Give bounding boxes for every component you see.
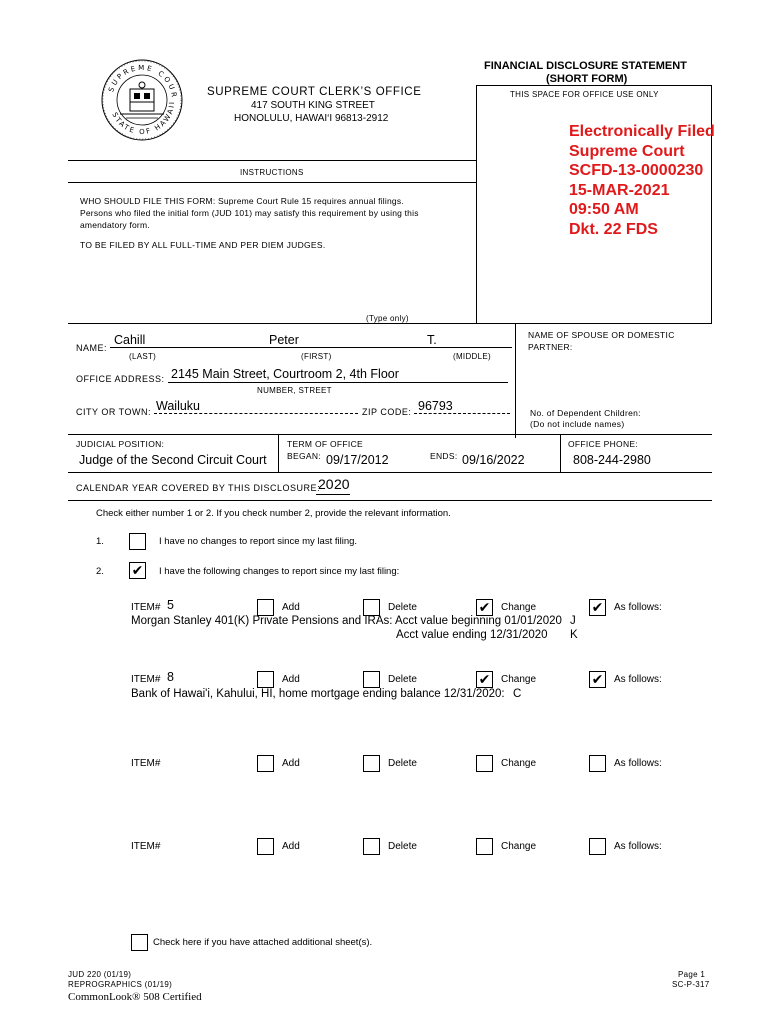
judicial-position-label: JUDICIAL POSITION: [76, 439, 165, 449]
item-2-delete-label: Delete [388, 674, 417, 685]
item-1-delete-label: Delete [388, 602, 417, 613]
office-name: SUPREME COURT CLERK’S OFFICE [207, 86, 422, 98]
item-2-follows-checkbox[interactable] [589, 671, 606, 688]
item-2-number[interactable]: 8 [167, 670, 174, 684]
calendar-year-prefix: 20 [318, 476, 334, 492]
item-1-detail-code-2[interactable]: K [570, 629, 578, 641]
item-2-change-label: Change [501, 674, 537, 685]
city-underline [154, 413, 358, 414]
item-1-change-checkbox[interactable] [476, 599, 493, 616]
office-use-left-border [476, 85, 477, 324]
check-mark-icon: ✔ [478, 671, 491, 688]
item-2-add-label: Add [282, 674, 300, 685]
office-phone-field[interactable]: 808-244-2980 [573, 453, 651, 467]
additional-sheets-checkbox[interactable] [131, 934, 148, 951]
middle-initial-field[interactable]: T. [427, 333, 437, 347]
check-mark-icon: ✔ [478, 599, 491, 616]
middle-label: (MIDDLE) [453, 352, 491, 361]
item-1-add-checkbox[interactable] [257, 599, 274, 616]
began-field[interactable]: 09/17/2012 [326, 453, 389, 467]
item-3-change-checkbox[interactable] [476, 755, 493, 772]
item-3-label: ITEM# [131, 758, 161, 769]
last-label: (LAST) [129, 352, 157, 361]
zip-label: ZIP CODE: [362, 407, 412, 417]
item-1-follows-label: As follows: [614, 602, 662, 613]
item-1-add-label: Add [282, 602, 300, 613]
dependents-label-1: No. of Dependent Children: [530, 408, 641, 418]
type-only-line [68, 323, 712, 324]
zip-underline [414, 413, 510, 414]
position-divider-2 [560, 434, 561, 472]
item-1-delete-checkbox[interactable] [363, 599, 380, 616]
instructions-heading: INSTRUCTIONS [240, 168, 304, 177]
footer-reprographics: REPROGRAPHICS (01/19) [68, 980, 173, 989]
option-2-text: I have the following changes to report since my last filing: [159, 566, 400, 577]
item-3-delete-label: Delete [388, 758, 417, 769]
option-1-checkbox[interactable] [129, 533, 146, 550]
item-4-change-label: Change [501, 841, 537, 852]
item-3-add-checkbox[interactable] [257, 755, 274, 772]
instructions-top-line [68, 160, 476, 161]
name-underline [110, 347, 512, 348]
spouse-label-1: NAME OF SPOUSE OR DOMESTIC [528, 330, 675, 340]
item-2-add-checkbox[interactable] [257, 671, 274, 688]
zip-field[interactable]: 96793 [418, 399, 453, 413]
option-2-number: 2. [96, 566, 104, 577]
svg-text:SUPREME COURT: SUPREME COUR [107, 63, 179, 100]
office-address-underline [168, 382, 508, 383]
court-seal [100, 58, 184, 142]
stamp-line-5: 09:50 AM [569, 201, 639, 218]
ends-field[interactable]: 09/16/2022 [462, 453, 525, 467]
item-2-detail-line-1[interactable]: Bank of Hawai'i, Kahului, HI, home mortgage ending balance 12/31/2020: [131, 688, 505, 700]
item-3-delete-checkbox[interactable] [363, 755, 380, 772]
check-mark-icon: ✔ [591, 599, 604, 616]
item-4-follows-label: As follows: [614, 841, 662, 852]
item-2-detail-code-1[interactable]: C [513, 688, 522, 700]
stamp-line-3: SCFD-13-0000230 [569, 162, 704, 179]
stamp-line-6: Dkt. 22 FDS [569, 220, 658, 238]
spouse-label-2: PARTNER: [528, 342, 573, 352]
item-3-follows-checkbox[interactable] [589, 755, 606, 772]
office-address-1: 417 SOUTH KING STREET [251, 100, 375, 111]
instructions-paragraph [80, 195, 419, 231]
footer-page: Page 1 [678, 970, 706, 979]
ends-label: ENDS: [430, 451, 458, 461]
item-3-add-label: Add [282, 758, 300, 769]
check-instruction: Check either number 1 or 2. If you check number 2, provide the relevant information. [96, 508, 451, 519]
term-label: TERM OF OFFICE [287, 439, 363, 449]
judicial-position-field[interactable]: Judge of the Second Circuit Court [79, 453, 267, 467]
instructions-line-2: Persons who filed the initial form (JUD 101) may satisfy this requirement by using this [80, 208, 419, 218]
svg-text:STATE OF HAWAII: STATE OF HAWAII [110, 99, 177, 137]
item-2-label: ITEM# [131, 674, 161, 685]
dependents-label-2: (Do not include names) [530, 419, 625, 429]
form-title: FINANCIAL DISCLOSURE STATEMENT [484, 60, 687, 72]
office-address-label: OFFICE ADDRESS: [76, 374, 165, 384]
item-4-add-label: Add [282, 841, 300, 852]
item-2-change-checkbox[interactable] [476, 671, 493, 688]
office-address-2: HONOLULU, HAWAI‘I 96813-2912 [234, 113, 389, 124]
item-1-detail-line-1[interactable]: Morgan Stanley 401(K) Private Pensions and IRAs: Acct value beginning 01/01/2020 [131, 615, 562, 627]
footer-certified: CommonLook® 508 Certified [68, 991, 202, 1003]
calendar-year-underline [316, 494, 350, 495]
item-2-follows-label: As follows: [614, 674, 662, 685]
item-4-label: ITEM# [131, 841, 161, 852]
office-use-top-line [476, 85, 712, 86]
city-label: CITY OR TOWN: [76, 407, 152, 417]
item-4-change-checkbox[interactable] [476, 838, 493, 855]
item-4-follows-checkbox[interactable] [589, 838, 606, 855]
calendar-year-label: CALENDAR YEAR COVERED BY THIS DISCLOSURE: [76, 483, 321, 493]
number-street-label: NUMBER, STREET [257, 386, 332, 395]
item-1-detail-line-2[interactable]: Acct value ending 12/31/2020 [396, 629, 548, 641]
stamp-line-4: 15-MAR-2021 [569, 181, 670, 199]
type-only-label: (Type only) [366, 314, 409, 323]
option-1-text: I have no changes to report since my last filing. [159, 536, 358, 547]
item-4-delete-label: Delete [388, 841, 417, 852]
first-name-field[interactable]: Peter [269, 333, 299, 347]
office-address-field[interactable]: 2145 Main Street, Courtroom 2, 4th Floor [171, 367, 399, 381]
option-2-checkbox[interactable] [129, 562, 146, 579]
item-1-detail-code-1[interactable]: J [570, 615, 576, 627]
form-subtitle: (SHORT FORM) [546, 73, 628, 85]
city-field[interactable]: Wailuku [156, 399, 200, 413]
item-1-change-label: Change [501, 602, 537, 613]
item-1-label: ITEM# [131, 602, 161, 613]
filing-stamp [569, 122, 715, 239]
item-1-number[interactable]: 5 [167, 598, 174, 612]
instructions-line-1: WHO SHOULD FILE THIS FORM: Supreme Court Rule 15 requires annual filings. [80, 196, 404, 206]
calendar-year-field[interactable]: 20 [334, 476, 350, 492]
position-divider-1 [278, 434, 279, 472]
stamp-line-1: Electronically Filed [569, 123, 715, 140]
footer-form-id: JUD 220 (01/19) [68, 970, 132, 979]
name-label: NAME: [76, 343, 108, 353]
instructions-divider [68, 182, 476, 183]
item-4-delete-checkbox[interactable] [363, 838, 380, 855]
item-1-follows-checkbox[interactable] [589, 599, 606, 616]
stamp-line-2: Supreme Court [569, 142, 685, 160]
position-top-line [68, 434, 712, 435]
office-use-label: THIS SPACE FOR OFFICE USE ONLY [510, 90, 659, 99]
instructions-line-3: amendatory form. [80, 220, 150, 230]
item-4-add-checkbox[interactable] [257, 838, 274, 855]
additional-sheets-label: Check here if you have attached additional sheet(s). [153, 937, 373, 948]
item-3-change-label: Change [501, 758, 537, 769]
first-label: (FIRST) [301, 352, 332, 361]
item-3-follows-label: As follows: [614, 758, 662, 769]
office-phone-label: OFFICE PHONE: [568, 439, 639, 449]
check-mark-icon: ✔ [591, 671, 604, 688]
spouse-divider [515, 323, 516, 438]
option-1-number: 1. [96, 536, 104, 547]
footer-code: SC-P-317 [672, 980, 710, 989]
began-label: BEGAN: [287, 451, 321, 461]
item-2-delete-checkbox[interactable] [363, 671, 380, 688]
check-mark-icon: ✔ [131, 562, 144, 579]
calendar-bottom-line [68, 500, 712, 501]
instructions-filers: TO BE FILED BY ALL FULL-TIME AND PER DIEM JUDGES. [80, 240, 326, 250]
position-bottom-line [68, 472, 712, 473]
last-name-field[interactable]: Cahill [114, 333, 146, 347]
